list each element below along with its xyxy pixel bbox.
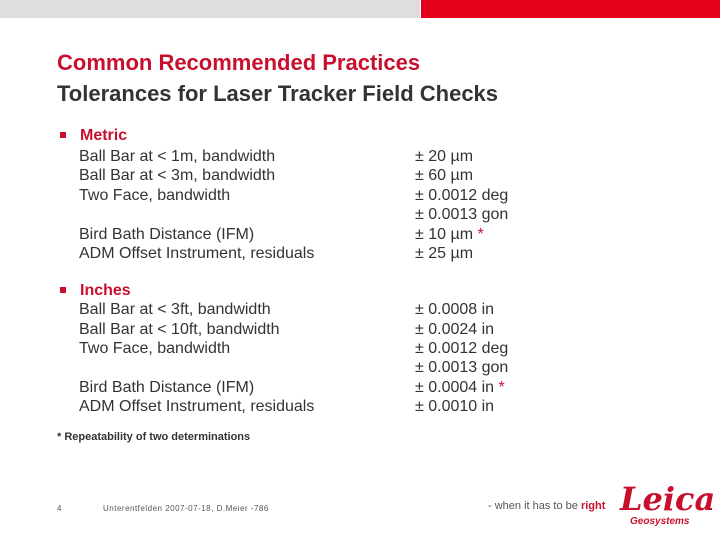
top-bar-red [421,0,720,18]
inches-row-label: Bird Bath Distance (IFM) [79,379,255,396]
footnote-marker: * [498,379,505,396]
slide-title: Common Recommended Practices [57,50,421,75]
bullet-icon [60,287,66,293]
inches-row-label: ADM Offset Instrument, residuals [79,398,315,415]
metric-row-value: ± 25 µm [415,245,474,262]
metric-row-value: ± 20 µm [415,148,474,165]
slide-subtitle: Tolerances for Laser Tracker Field Checks [57,81,499,106]
footnote-marker: * [477,226,484,243]
page-number: 4 [57,504,62,513]
top-bar-grey [0,0,420,18]
metric-row-label: ADM Offset Instrument, residuals [79,245,315,262]
inches-row-value: ± 0.0024 in [415,321,495,338]
logo-subtitle: Geosystems [630,516,690,527]
logo-wordmark: Leica [620,480,716,518]
metric-row-label: Two Face, bandwidth [79,187,231,204]
inches-row-label: Ball Bar at < 10ft, bandwidth [79,321,280,338]
metric-row-value: ± 0.0013 gon [415,206,509,223]
footnote: * Repeatability of two determinations [57,431,251,443]
inches-row-value: ± 0.0013 gon [415,359,509,376]
metric-row-value: ± 60 µm [415,167,474,184]
footer-meta: Unterentfelden 2007-07-18, D.Meier -786 [103,504,269,513]
leica-logo [620,480,716,531]
inches-row-label: Two Face, bandwidth [79,340,231,357]
metric-row-value-starred: ± 10 µm * [415,226,484,243]
inches-row-value-starred: ± 0.0004 in * [415,379,505,396]
metric-row-value: ± 0.0012 deg [415,187,509,204]
inches-row-value: ± 0.0008 in [415,301,495,318]
inches-row-value: ± 0.0012 deg [415,340,509,357]
metric-row-label: Ball Bar at < 1m, bandwidth [79,148,276,165]
tagline: - when it has to be right [488,500,606,512]
metric-row-label: Bird Bath Distance (IFM) [79,226,255,243]
inches-row-label: Ball Bar at < 3ft, bandwidth [79,301,271,318]
bullet-icon [60,132,66,138]
metric-row-label: Ball Bar at < 3m, bandwidth [79,167,276,184]
inches-row-value: ± 0.0010 in [415,398,495,415]
